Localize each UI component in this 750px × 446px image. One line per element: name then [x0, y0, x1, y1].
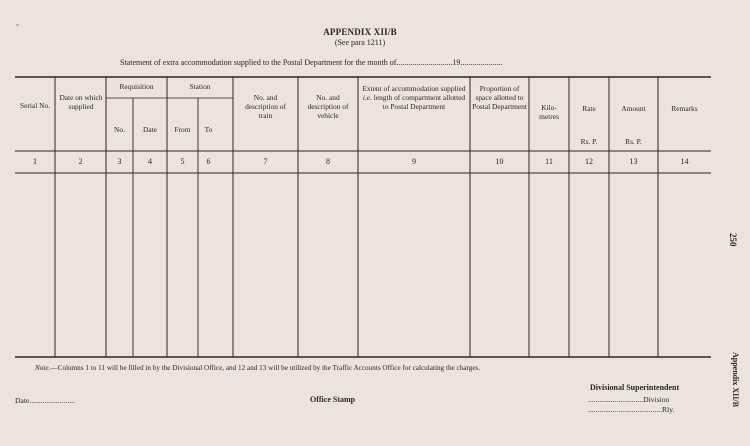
header-rate: Rate — [582, 104, 596, 113]
appendix-title: APPENDIX XII/B — [323, 27, 397, 37]
header-station-from: From — [174, 125, 191, 134]
signatory-title: Divisional Superintendent — [590, 383, 680, 392]
date-field — [15, 396, 75, 405]
column-number: 11 — [545, 157, 553, 166]
header-proportion: Proportion of space allotted to Postal Department — [472, 84, 527, 111]
header-requisition-no: No. — [114, 125, 125, 134]
column-number: 12 — [585, 157, 593, 166]
header-extent: Extent of accommodation supplied i.e. length of compartment allotted to Postal Department — [362, 84, 466, 111]
office-stamp: Office Stamp — [310, 395, 356, 404]
column-number: 14 — [680, 157, 689, 166]
division-line — [588, 395, 669, 404]
date-blank: ........................ — [29, 396, 75, 405]
corner-mark: * — [16, 24, 19, 30]
appendix-side-ref: Appendix XII/B — [731, 352, 740, 407]
statement-year: 19 — [452, 58, 461, 67]
rly-label: Rly. — [662, 405, 675, 414]
statement-month-blank: ............................ — [396, 58, 453, 67]
header-station-to: To — [204, 125, 213, 134]
header-remarks: Remarks — [671, 104, 698, 113]
rly-blank: ....................................... — [588, 405, 663, 414]
header-amount: Amount — [621, 104, 646, 113]
footer-note — [35, 364, 480, 372]
header-serial-no: Serial No. — [20, 101, 50, 110]
header-date-supplied: Date on which supplied — [59, 93, 103, 111]
column-number: 2 — [78, 157, 83, 166]
header-kilometres: Kilo-metres — [539, 103, 559, 121]
column-number: 13 — [629, 157, 638, 166]
header-train: No. and description of train — [245, 93, 286, 120]
header-requisition-date: Date — [143, 125, 157, 134]
column-number: 4 — [148, 157, 152, 166]
column-number: 5 — [180, 157, 185, 166]
railway-line — [588, 405, 674, 414]
page-number: 250 — [728, 233, 738, 247]
column-number: 1 — [33, 157, 37, 166]
division-blank: ............................. — [588, 395, 644, 404]
column-number: 10 — [495, 157, 504, 166]
column-number: 9 — [412, 157, 416, 166]
header-vehicle: No. and description of vehicle — [307, 93, 349, 120]
statement-year-blank: ..................... — [460, 58, 503, 67]
column-number: 6 — [206, 157, 211, 166]
header-rate-unit: Rs. P. — [580, 137, 598, 146]
header-station: Station — [189, 82, 211, 91]
note-label: Note. — [35, 364, 51, 372]
header-requisition: Requisition — [119, 82, 154, 91]
statement-prefix: Statement of extra accommodation supplied to the Postal Department for the month of — [120, 58, 397, 67]
note-text: —Columns 1 to 11 will be filled in by the Divisional Office, and 12 and 13 will be utilized by the Traffic Accounts Office for calculating the charges. — [50, 364, 481, 372]
date-label: Date — [15, 396, 30, 405]
column-number: 3 — [117, 157, 122, 166]
division-label: Division — [643, 395, 670, 404]
column-number: 7 — [263, 157, 268, 166]
header-amount-unit: Rs. P. — [625, 137, 642, 146]
appendix-subtitle: (See para 1211) — [334, 38, 386, 47]
column-number: 8 — [326, 157, 330, 166]
